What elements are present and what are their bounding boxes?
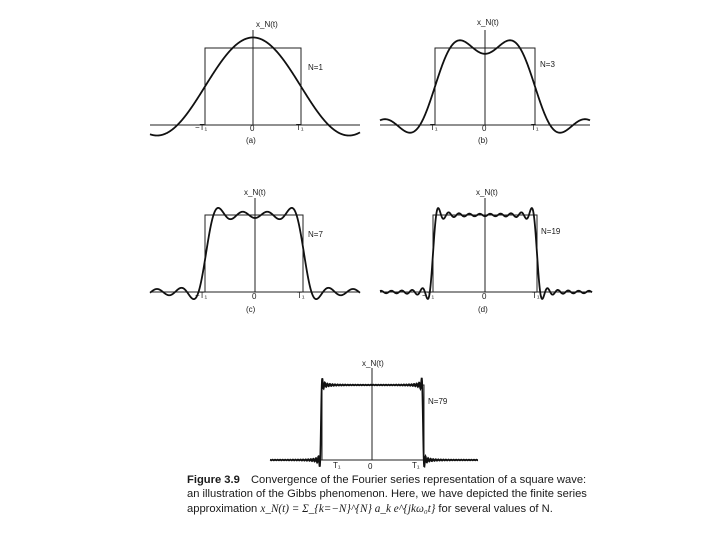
ideal-square-wave xyxy=(205,215,303,292)
tick-label-zero: 0 xyxy=(368,462,373,470)
tick-label-right: T₁ xyxy=(412,461,420,470)
caption-formula: x_N(t) = Σ_{k=−N}^{N} a_k e^{jkω₀t} xyxy=(260,502,436,515)
panel-c xyxy=(150,188,360,314)
tick-label-left: T₁ xyxy=(430,123,438,132)
fourier-approximation-curve xyxy=(380,208,592,299)
y-axis-label: x_N(t) xyxy=(256,20,278,29)
tick-label-left: T₁ xyxy=(333,461,341,470)
n-label: N=1 xyxy=(308,63,323,72)
panel-b xyxy=(380,18,590,145)
panel-sublabel: (a) xyxy=(246,136,256,145)
figure-caption xyxy=(187,473,587,516)
y-axis-label: x_N(t) xyxy=(244,188,266,197)
n-label: N=3 xyxy=(540,60,555,69)
panel-d xyxy=(380,188,592,314)
caption-text-end: for several values of N. xyxy=(438,502,553,515)
tick-label-zero: 0 xyxy=(482,124,487,133)
y-axis-label: x_N(t) xyxy=(477,18,499,27)
tick-label-right: T₁ xyxy=(531,123,539,132)
tick-label-zero: 0 xyxy=(250,124,255,133)
n-label: N=79 xyxy=(428,397,448,406)
panel-a xyxy=(150,20,360,145)
tick-label-right: T₁ xyxy=(296,123,304,132)
fourier-approximation-curve xyxy=(150,37,360,135)
tick-label-left: −T₁ xyxy=(195,123,208,132)
panel-e xyxy=(270,359,478,470)
tick-label-left: −T₁ xyxy=(195,291,208,300)
panel-sublabel: (d) xyxy=(478,305,488,314)
tick-label-left: −T₁ xyxy=(422,291,435,300)
panel-sublabel: (b) xyxy=(478,136,488,145)
y-axis-label: x_N(t) xyxy=(362,359,384,368)
caption-text: Convergence of the Fourier series representation of a square wave: an illustration of the Gibbs phenomenon. Here, we have depicted the finite series approximation xyxy=(187,474,587,515)
tick-label-zero: 0 xyxy=(252,292,257,301)
tick-label-zero: 0 xyxy=(482,292,487,301)
ideal-square-wave xyxy=(322,385,424,460)
n-label: N=7 xyxy=(308,230,323,239)
n-label: N=19 xyxy=(541,227,561,236)
tick-label-right: T₁ xyxy=(532,291,540,300)
figure-number: Figure 3.9 xyxy=(187,474,240,486)
tick-label-right: T₁ xyxy=(297,291,305,300)
fourier-approximation-curve xyxy=(270,378,478,466)
y-axis-label: x_N(t) xyxy=(476,188,498,197)
panel-sublabel: (c) xyxy=(246,305,256,314)
